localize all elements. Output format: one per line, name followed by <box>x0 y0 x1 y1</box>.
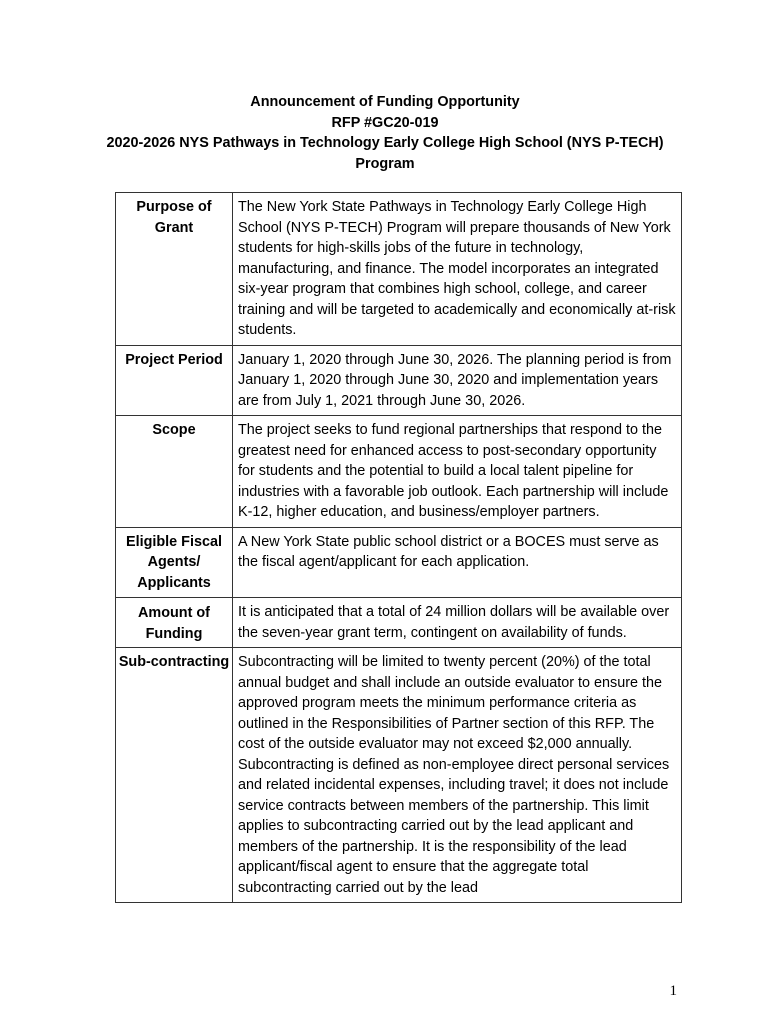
rfp-number: RFP #GC20-019 <box>331 114 439 131</box>
table-row <box>116 345 682 416</box>
purpose-text: The New York State Pathways in Technology Early College High School (NYS P-TECH) Program will prepare thousands of New York students for high-skills jobs of the future in technology, manufacturing, and finance. The model incorporates an integrated six-year program that combines high school, college, and career training and will be targeted to academically and economically at-risk students. <box>233 193 682 346</box>
table-row <box>116 193 682 346</box>
subcontracting-text: Subcontracting will be limited to twenty percent (20%) of the total annual budget and shall include an outside evaluator to ensure the approved program meets the minimum performance criteria as outlined in the Responsibilities of Partner section of this RFP. The cost of the outside evaluator may not exceed $2,000 annually. Subcontracting is defined as non-employee direct personal services and related incidental expenses, including travel; it does not include service contracts between members of the partnership. This limit applies to subcontracting carried out by the lead applicant and members of the partnership. It is the responsibility of the lead applicant/fiscal agent to ensure that the aggregate total subcontracting carried out by the lead <box>233 648 682 903</box>
program-title: 2020-2026 NYS Pathways in Technology Early College High School (NYS P-TECH) <box>106 135 664 151</box>
scope-label: Scope <box>116 416 233 528</box>
table-row <box>116 527 682 598</box>
amount-of-funding-label: Amount of Funding <box>116 598 233 648</box>
table-row <box>116 598 682 648</box>
table-row <box>116 648 682 903</box>
scope-text: The project seeks to fund regional partnerships that respond to the greatest need for enhanced access to post-secondary opportunity for students and the potential to build a local talent pipeline for industries with a favorable job outlook. Each partnership will include K-12, higher education, and business/employer partners. <box>233 416 682 528</box>
project-period-text: January 1, 2020 through June 30, 2026. The planning period is from January 1, 2020 through June 30, 2020 and implementation years are from July 1, 2021 through June 30, 2026. <box>233 345 682 416</box>
subcontracting-label: Sub-contracting <box>116 648 233 903</box>
document-heading <box>60 92 710 174</box>
eligible-applicants-label: Eligible Fiscal Agents/ Applicants <box>116 527 233 598</box>
eligible-applicants-text: A New York State public school district or a BOCES must serve as the fiscal agent/applicant for each application. <box>233 527 682 598</box>
funding-summary-table <box>115 192 682 903</box>
purpose-label: Purpose of Grant <box>116 193 233 346</box>
page-number: 1 <box>669 983 677 999</box>
amount-of-funding-text: It is anticipated that a total of 24 million dollars will be available over the seven-year grant term, contingent on availability of funds. <box>233 598 682 648</box>
table-row <box>116 416 682 528</box>
program-title-continued: Program <box>355 155 415 172</box>
announcement-title: Announcement of Funding Opportunity <box>250 94 520 110</box>
project-period-label: Project Period <box>116 345 233 416</box>
